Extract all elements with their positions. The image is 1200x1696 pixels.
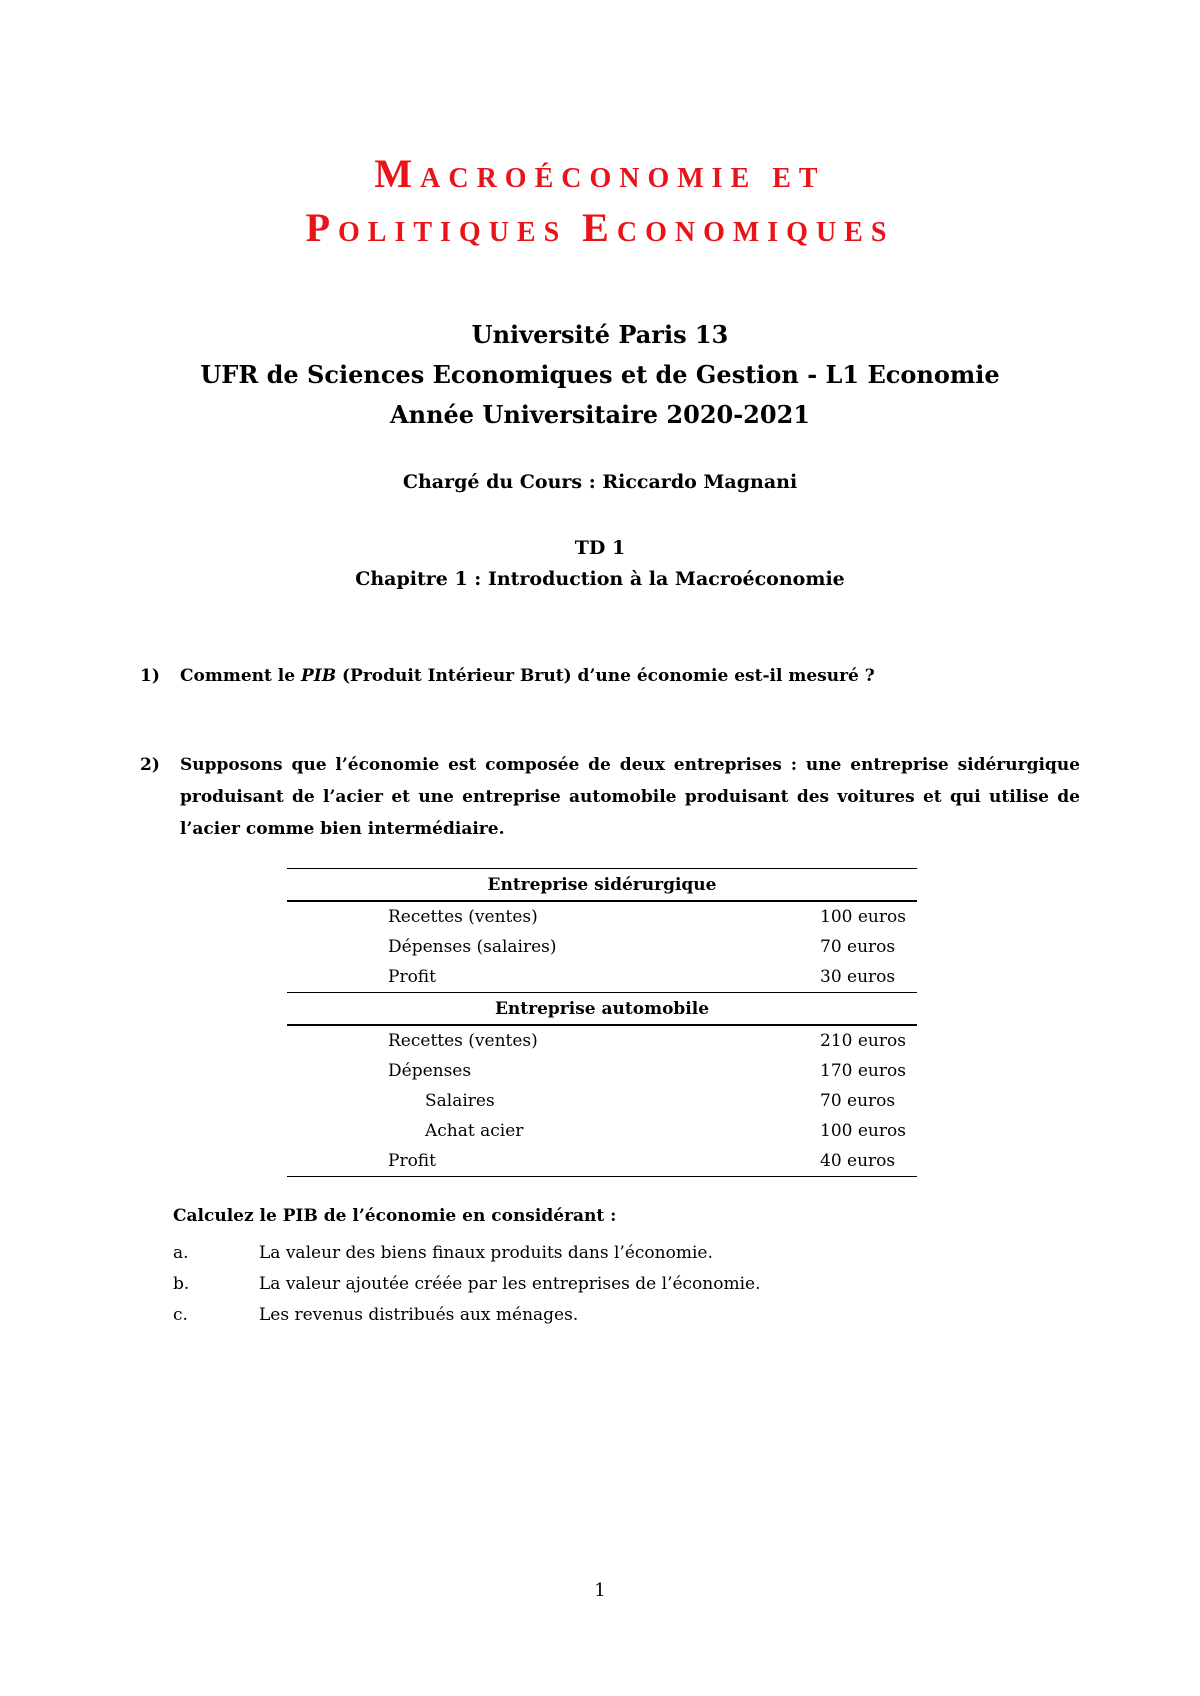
section-heading-steel: Entreprise sidérurgique — [287, 869, 917, 902]
row-value: 40 euros — [718, 1146, 917, 1177]
academic-year: Année Universitaire 2020-2021 — [390, 400, 810, 429]
table-section-heading — [287, 993, 917, 1026]
faculty-line: UFR de Sciences Economiques et de Gestion - L1 Economie — [200, 360, 1000, 389]
item-text: Les revenus distribués aux ménages. — [259, 1305, 579, 1325]
title-rest: CONOMIQUES — [616, 217, 895, 248]
question-text-part: (Produit Intérieur Brut) d’une économie est-il mesuré ? — [336, 666, 875, 686]
table-section-heading — [287, 869, 917, 902]
chapter-title: Chapitre 1 : Introduction à la Macroéconomie — [355, 568, 845, 590]
row-value: 170 euros — [820, 1061, 906, 1081]
row-label: Salaires — [425, 1091, 495, 1111]
university-name: Université Paris 13 — [471, 320, 729, 349]
page-number: 1 — [594, 1580, 606, 1601]
item-letter: b. — [173, 1274, 190, 1294]
question-text: Supposons que l’économie est composée de deux entreprises : une entreprise sidérurgique produisant de l’acier et une entreprise automobile produisant des voitures et qui utilise de l’acier comme bien intermédiaire. — [180, 755, 1080, 839]
calc-intro: Calculez le PIB de l’économie en considérant : — [173, 1206, 617, 1226]
table-row — [287, 1056, 917, 1086]
question-1 — [140, 660, 1080, 692]
row-value: 70 euros — [820, 937, 896, 957]
row-label: Profit — [388, 967, 436, 987]
pib-abbrev: PIB — [300, 666, 337, 686]
row-value: 30 euros — [820, 967, 896, 987]
row-value: 210 euros — [820, 1031, 906, 1051]
title-rest: ACROÉCONOMIE ET — [420, 163, 826, 194]
row-label: Dépenses (salaires) — [388, 937, 557, 957]
section-heading-auto: Entreprise automobile — [287, 993, 917, 1026]
row-label: Recettes (ventes) — [388, 907, 538, 927]
question-text-part: Comment le — [180, 666, 301, 686]
row-label: Dépenses — [388, 1061, 472, 1081]
table-row — [287, 1116, 917, 1146]
row-value: 100 euros — [820, 907, 906, 927]
row-label: Profit — [287, 1146, 718, 1177]
list-item — [173, 1238, 761, 1269]
calc-list — [173, 1238, 761, 1331]
title-line-1 — [0, 150, 1200, 197]
title-initial: E — [582, 205, 617, 250]
table-row — [287, 901, 917, 932]
title-initial: M — [374, 151, 421, 196]
row-value: 70 euros — [820, 1091, 896, 1111]
row-label: Recettes (ventes) — [388, 1031, 538, 1051]
table-row — [287, 1146, 917, 1177]
item-text: La valeur ajoutée créée par les entreprises de l’économie. — [259, 1274, 761, 1294]
title-initial: P — [305, 205, 338, 250]
list-item — [173, 1269, 761, 1300]
table-row — [287, 962, 917, 993]
question-text — [180, 660, 1080, 692]
row-label: Achat acier — [425, 1121, 524, 1141]
question-number: 2) — [140, 755, 160, 775]
item-letter: a. — [173, 1243, 189, 1263]
table-row — [287, 1025, 917, 1056]
list-item — [173, 1300, 761, 1331]
td-label: TD 1 — [574, 537, 626, 559]
question-2 — [140, 749, 1080, 845]
question-number: 1) — [140, 666, 160, 686]
title-rest: OLITIQUES — [338, 217, 583, 248]
item-text: La valeur des biens finaux produits dans l’économie. — [259, 1243, 713, 1263]
row-value: 100 euros — [820, 1121, 906, 1141]
table-row — [287, 1086, 917, 1116]
lecturer-line: Chargé du Cours : Riccardo Magnani — [402, 471, 798, 493]
financial-table — [287, 868, 917, 1177]
title-line-2 — [0, 204, 1200, 251]
item-letter: c. — [173, 1305, 188, 1325]
table-row — [287, 932, 917, 962]
